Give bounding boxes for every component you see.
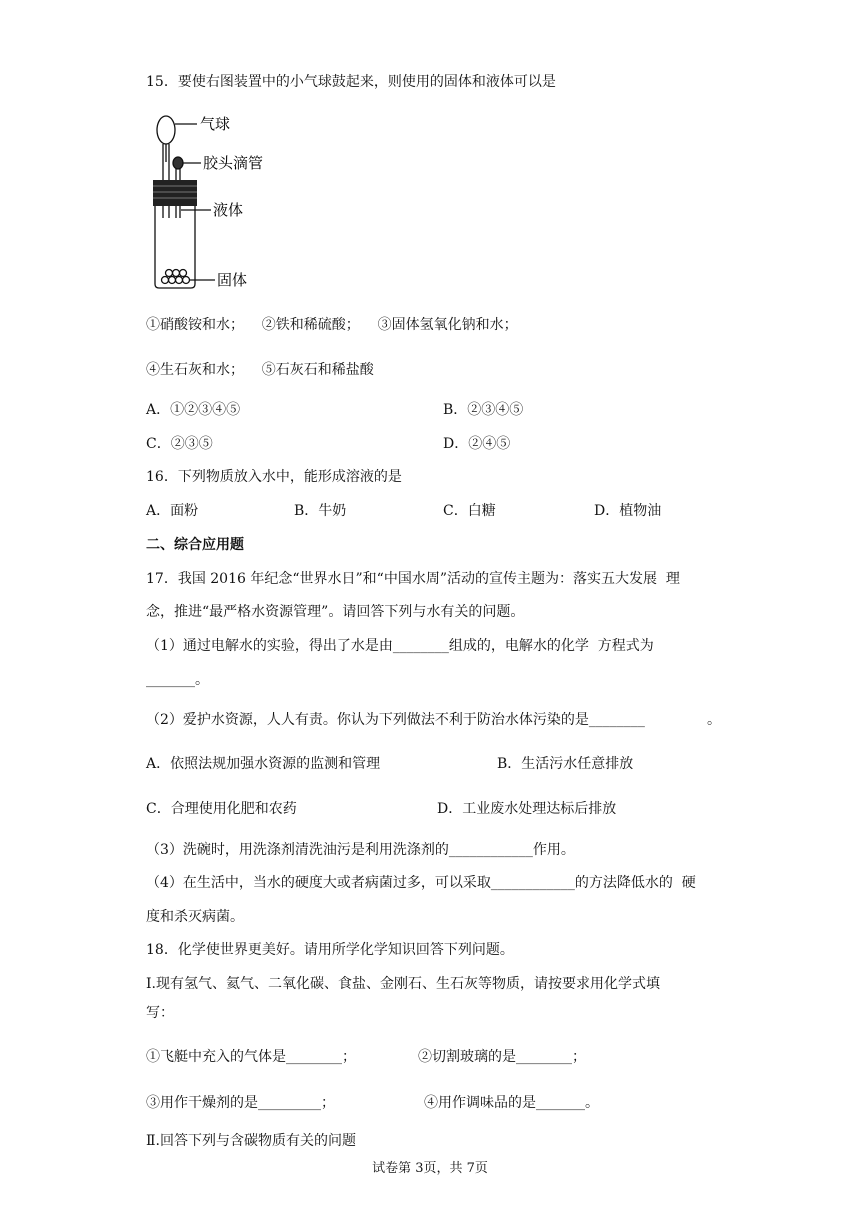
q15-items-line1: ①硝酸铵和水； ②铁和稀硫酸； ③固体氢氧化钠和水； (146, 317, 518, 333)
balloon-icon (157, 116, 175, 144)
q17-part4-line1: （4）在生活中，当水的硬度大或者病菌过多，可以采取____________的方法降低水的 硬 (146, 875, 696, 891)
q17-stem-line1: 17．我国 2016 年纪念“世界水日”和“中国水周”活动的宣传主题为：落实五大发展 理 (146, 571, 680, 587)
q17-part2: （2）爱护水资源，人人有责。你认为下列做法不利于防治水体污染的是________ (146, 712, 645, 728)
section-title: 二、综合应用题 (146, 537, 244, 553)
q17-part2-option-b: B．生活污水任意排放 (497, 756, 634, 772)
q16-option-c: C．白糖 (443, 503, 496, 519)
q17-part1-line1: （1）通过电解水的实验，得出了水是由________组成的，电解水的化学 方程式为 (146, 638, 654, 654)
q17-part1-line2: _______。 (146, 672, 209, 688)
stopper-icon (153, 180, 197, 206)
q16-option-d: D．植物油 (594, 503, 662, 519)
q15-stem: 15．要使右图装置中的小气球鼓起来，则使用的固体和液体可以是 (146, 74, 556, 90)
q16-option-a: A．面粉 (146, 503, 199, 519)
q17-part2-end: 。 (707, 712, 721, 728)
label-liquid: 液体 (213, 201, 244, 219)
q18-part1-line2: 写： (146, 1005, 174, 1021)
q15-apparatus-figure (145, 108, 285, 290)
q18-blank1: ①飞艇中充入的气体是________； (146, 1049, 356, 1065)
label-solid: 固体 (217, 271, 248, 289)
q15-option-d: D．②④⑤ (443, 436, 511, 452)
q18-blank2: ②切割玻璃的是________； (418, 1049, 586, 1065)
q16-option-b: B．牛奶 (294, 503, 347, 519)
q18-part1-line1: Ⅰ.现有氢气、氦气、二氧化碳、食盐、金刚石、生石灰等物质，请按要求用化学式填 (146, 976, 660, 992)
bottle-icon (155, 204, 195, 288)
q15-option-c: C．②③⑤ (146, 436, 213, 452)
q17-part4-line2: 度和杀灭病菌。 (146, 909, 244, 925)
q18-part2: Ⅱ.回答下列与含碳物质有关的问题 (146, 1133, 356, 1149)
q17-stem-line2: 念，推进“最严格水资源管理”。请回答下列与水有关的问题。 (146, 604, 525, 620)
q17-part3: （3）洗碗时，用洗涤剂清洗油污是利用洗涤剂的____________作用。 (146, 842, 575, 858)
q17-part2-option-d: D．工业废水处理达标后排放 (437, 801, 617, 817)
q18-blank3: ③用作干燥剂的是_________； (146, 1095, 335, 1111)
label-balloon: 气球 (200, 115, 231, 133)
q17-part2-option-a: A．依照法规加强水资源的监测和管理 (146, 756, 381, 772)
page-footer: 试卷第 3页，共 7页 (372, 1161, 488, 1176)
q15-option-b: B．②③④⑤ (443, 402, 524, 418)
q15-option-a: A．①②③④⑤ (146, 402, 241, 418)
q16-stem: 16．下列物质放入水中，能形成溶液的是 (146, 469, 402, 485)
q18-blank4: ④用作调味品的是_______。 (424, 1095, 599, 1111)
label-dropper: 胶头滴管 (203, 154, 264, 172)
q17-part2-option-c: C．合理使用化肥和农药 (146, 801, 297, 817)
q18-stem: 18．化学使世界更美好。请用所学化学知识回答下列问题。 (146, 942, 514, 958)
dropper-bulb-icon (173, 157, 183, 169)
q15-items-line2: ④生石灰和水； ⑤石灰石和稀盐酸 (146, 362, 374, 378)
